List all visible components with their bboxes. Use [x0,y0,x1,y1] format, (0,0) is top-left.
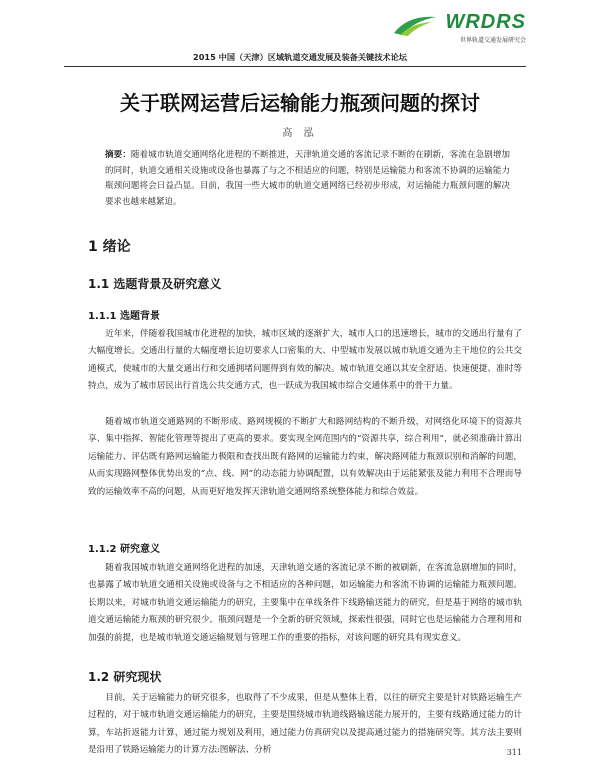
logo-name: WRDRS [445,11,526,33]
paragraph-background-2: 随着城市轨道交通路网的不断形成、路网规模的不断扩大和路网结构的不断升级，对网络化环境下的资源共享、集中指挥、智能化管理等提出了更高的要求。要实现全网范围内的“资源共享，综合利用”，就必须准确计算出运输能力、评估既有路网运输能力极限和查找出既有路网的运输能力约束，解决路网能力瓶颈识别和消解的问题，从而实现路网整体优势出发的“点、线、网”的动态能力协调配置，以有效解决由于运能紧张及能力利用不合理而导致的运输效率不高的问题，从而更好地发挥天津轨道交通网络系统整体能力和综合效益。 [88,417,522,497]
paper-author: 高 泓 [282,128,318,139]
section-heading-1-1-2: 1.1.2 研究意义 [88,544,160,555]
wrdrs-logo [386,11,526,44]
abstract [105,148,510,210]
paragraph-significance: 随着我国城市轨道交通网络化进程的加速，天津轨道交通的客流记录不断的被刷新，在客流急剧增加的同时，也暴露了城市轨道交通相关设施或设备与之不相适应的各种问题，如运输能力和客流不协调的运输能力瓶颈问题。长期以来，对城市轨道交通运输能力的研究，主要集中在单线条件下线路输送能力的研究，但是基于网络的城市轨道交通运输能力瓶颈的研究很少。瓶颈问题是一个全新的研究领域，探索性很强，同时它也是运输能力合理利用和加强的前提，也是城市轨道交通运输规划与管理工作的重要的指标，对该问题的研究具有现实意义。 [88,563,522,643]
page-number: 311 [506,748,522,757]
logo-subtitle: 世界轨道交通发展研究会 [459,37,526,44]
section-heading-1-1-1: 1.1.1 选题背景 [88,311,160,322]
section-heading-1: 1 绪论 [88,239,131,255]
header-rule [64,66,526,67]
paragraph-background-1: 近年来，伴随着我国城市化进程的加快，城市区域的逐渐扩大，城市人口的迅速增长，城市的交通出行量有了大幅度增长。交通出行量的大幅度增长迫切要求人口密集的大、中型城市发展以城市轨道交通为主干地位的公共交通模式，使城市的大量交通出行和交通拥堵问题得到有效的解决。城市轨道交通以其安全舒适、快速便捷、准时等特点，成为了城市居民出行首选公共交通方式，也一跃成为我国城市综合交通体系中的骨干力量。 [88,329,522,392]
paper-title: 关于联网运营后运输能力瓶颈问题的探讨 [120,91,480,115]
section-heading-1-1: 1.1 选题背景及研究意义 [88,277,222,291]
section-heading-1-2: 1.2 研究现状 [88,670,162,684]
paragraph-status: 目前，关于运输能力的研究很多，也取得了不少成果，但是从整体上看，以往的研究主要是针对铁路运输生产过程的，对于城市轨道交通运输能力的研究，主要是围绕城市轨道线路输送能力展开的，主要有线路通过能力的计算，车站折返能力计算，通过能力规划及利用，通过能力仿真研究以及提高通过能力的措施研究等。其方法主要则是沿用了铁路运输能力的计算方法:图解法、分析 [88,693,522,756]
running-head: 2015 中国（天津）区域轨道交通发展及装备关键技术论坛 [193,52,407,62]
abstract-label: 摘要： [105,150,131,160]
logo-swoosh-icon [392,13,438,37]
abstract-text: 随着城市轨道交通网络化进程的不断推进，天津轨道交通的客流记录不断的在刷新，客流在急剧增加的同时，轨道交通相关设施或设备也暴露了与之不相适应的问题，特别是运输能力和客流不协调的运输能力瓶颈问题将会日益凸显。目前，我国一些大城市的轨道交通网络已经初步形成，对运输能力瓶颈问题的解决要求也越来越紧迫。 [105,150,510,207]
